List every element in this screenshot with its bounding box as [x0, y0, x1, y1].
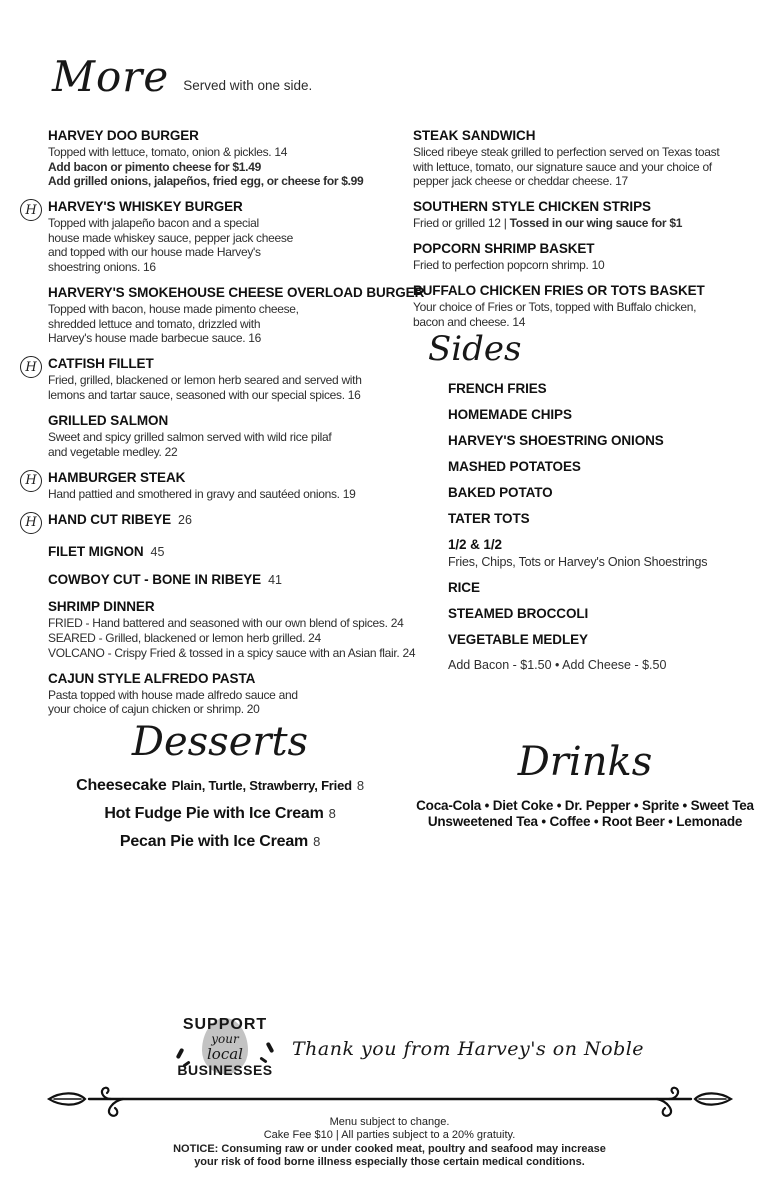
item-description	[48, 145, 413, 160]
item-description	[413, 258, 765, 273]
item-title	[48, 413, 413, 429]
item-title-text: HAND CUT RIBEYE	[48, 511, 172, 527]
item-description	[48, 702, 413, 717]
item-content	[48, 199, 413, 274]
item-description	[48, 245, 413, 260]
side-name: 1/2 & 1/2	[448, 537, 502, 553]
item-title-text: CATFISH FILLET	[48, 356, 154, 372]
item-description	[413, 174, 765, 189]
side-item	[448, 632, 768, 647]
item-title-text: BUFFALO CHICKEN FRIES OR TOTS BASKET	[413, 283, 705, 299]
dessert-name: Pecan Pie with Ice Cream	[119, 833, 309, 850]
item-description	[413, 300, 765, 315]
desc-segment: Your choice of Fries or Tots, topped with Buffalo chicken,	[413, 300, 697, 315]
item-description	[413, 315, 765, 330]
dessert-item	[55, 804, 385, 824]
sides-list	[448, 381, 768, 647]
item-content	[48, 285, 424, 346]
item-content	[48, 572, 413, 589]
item-content	[413, 283, 765, 329]
item-content	[48, 544, 413, 561]
item-title	[48, 128, 413, 144]
fine-print-notice: your risk of food borne illness especially those certain medical conditions.	[194, 1156, 585, 1169]
fine-print-line: Cake Fee $10 | All parties subject to a 20% gratuity.	[263, 1129, 516, 1142]
harvey-badge-icon	[20, 199, 48, 274]
dessert-price: 8	[356, 778, 364, 793]
desc-segment: FRIED - Hand battered and seasoned with our own blend of spices. 24	[48, 616, 404, 631]
item-description	[48, 174, 413, 189]
item-title	[48, 671, 413, 687]
badge-spacer	[20, 671, 48, 717]
desc-segment: pepper jack cheese or cheddar cheese. 17	[413, 174, 628, 189]
item-description	[413, 145, 765, 160]
menu-item	[413, 283, 765, 329]
item-description	[48, 646, 415, 661]
side-name: TATER TOTS	[448, 511, 530, 527]
item-title-text: HAMBURGER STEAK	[48, 469, 186, 485]
logo-word-businesses: BUSINESSES	[177, 1062, 273, 1078]
drinks-line: Unsweetened Tea • Coffee • Root Beer • Lemonade	[427, 813, 743, 829]
item-title	[48, 470, 413, 486]
menu-item	[20, 199, 413, 274]
menu-item	[20, 128, 413, 189]
item-title-text: GRILLED SALMON	[48, 413, 169, 429]
desc-segment: with lettuce, tomato, our signature sauce and your choice of	[413, 159, 712, 174]
item-title-text: CAJUN STYLE ALFREDO PASTA	[48, 670, 256, 686]
desc-segment: Add bacon or pimento cheese for $1.49	[48, 159, 261, 174]
item-price: 41	[268, 572, 282, 587]
item-title-text: STEAK SANDWICH	[413, 128, 536, 143]
menu-item	[20, 356, 413, 402]
h-monogram-icon: H	[20, 512, 42, 534]
item-description	[48, 160, 413, 175]
dessert-price: 8	[313, 834, 321, 849]
item-content	[413, 128, 765, 189]
item-description	[48, 430, 413, 445]
side-item	[448, 511, 768, 526]
item-title-text: HARVEY DOO BURGER	[48, 128, 199, 143]
item-content	[48, 512, 413, 534]
desc-segment: SEARED - Grilled, blackened or lemon herb grilled. 24	[48, 631, 321, 645]
item-title	[48, 512, 413, 528]
desc-segment: VOLCANO - Crispy Fried & tossed in a spicy sauce with an Asian flair. 24	[48, 645, 416, 660]
menu-item	[20, 413, 413, 459]
logo-word-local: local	[207, 1045, 243, 1063]
menu-item	[413, 128, 765, 189]
item-description	[48, 388, 413, 403]
dessert-detail: Plain, Turtle, Strawberry, Fried	[171, 778, 352, 793]
desserts-title: Desserts	[131, 719, 309, 765]
desc-segment: Fried, grilled, blackened or lemon herb seared and served with	[48, 373, 362, 388]
logo-text	[176, 1012, 274, 1078]
desc-segment: Topped with jalapeño bacon and a special	[48, 216, 259, 231]
item-content	[48, 671, 413, 717]
desc-segment: bacon and cheese. 14	[413, 315, 526, 330]
desc-segment: Harvey's house made barbecue sauce. 16	[48, 331, 262, 346]
item-content	[48, 128, 413, 189]
menu-right-column	[413, 128, 765, 340]
logo-word-your: your	[211, 1032, 239, 1046]
item-content	[48, 470, 413, 502]
desc-segment: and topped with our house made Harvey's	[48, 245, 261, 260]
side-item	[448, 485, 768, 500]
item-title	[48, 285, 424, 301]
desc-segment: Sweet and spicy grilled salmon served with wild rice pilaf	[48, 430, 332, 445]
desc-segment: and vegetable medley. 22	[48, 444, 178, 459]
item-content	[48, 413, 413, 459]
item-title	[413, 128, 765, 144]
side-detail: Fries, Chips, Tots or Harvey's Onion Shoestrings	[448, 555, 708, 570]
badge-spacer	[20, 544, 48, 561]
side-name: HARVEY'S SHOESTRING ONIONS	[448, 433, 664, 449]
side-item	[448, 459, 768, 474]
desc-segment: lemons and tartar sauce, seasoned with our special spices. 16	[48, 388, 361, 403]
side-item	[448, 433, 768, 448]
menu-left-column	[20, 128, 425, 727]
item-description	[48, 302, 424, 317]
dessert-item	[55, 832, 385, 852]
item-description	[48, 616, 415, 631]
drinks-title: Drinks	[517, 739, 653, 785]
item-title	[413, 199, 765, 215]
fine-print-notice: NOTICE: Consuming raw or under cooked meat, poultry and seafood may increase	[173, 1142, 606, 1155]
harvey-badge-icon	[20, 356, 48, 402]
sides-title: Sides	[428, 329, 522, 369]
desc-segment: Hand pattied and smothered in gravy and sautéed onions. 19	[48, 486, 356, 501]
item-price: 45	[150, 545, 165, 560]
desc-segment: Tossed in our wing sauce for $1	[509, 216, 683, 231]
dessert-price: 8	[328, 806, 336, 821]
menu-item	[413, 199, 765, 231]
item-title	[48, 199, 413, 215]
fine-print	[0, 1116, 779, 1170]
item-title	[413, 241, 765, 257]
desc-segment: your choice of cajun chicken or shrimp. 20	[48, 702, 260, 717]
menu-item	[20, 599, 416, 660]
item-description	[48, 373, 413, 388]
side-name: RICE	[448, 580, 480, 596]
badge-spacer	[20, 413, 48, 459]
drinks-section	[405, 739, 765, 829]
sides-section	[428, 330, 768, 672]
item-description	[48, 487, 413, 502]
menu-item	[20, 285, 425, 346]
desserts-section	[55, 719, 385, 860]
item-description	[48, 631, 415, 646]
item-title-text: HARVEY'S WHISKEY BURGER	[48, 199, 243, 215]
side-item	[448, 537, 768, 569]
item-title	[48, 599, 415, 615]
badge-spacer	[20, 128, 48, 189]
menu-item	[20, 572, 413, 589]
item-description	[48, 445, 413, 460]
menu-item	[20, 671, 413, 717]
h-monogram-icon: H	[20, 199, 42, 221]
dessert-name: Cheesecake	[76, 777, 167, 794]
thank-you-message: Thank you from Harvey's on Noble	[292, 1038, 645, 1060]
ornament-divider	[45, 1086, 735, 1118]
desc-segment: Fried to perfection popcorn shrimp. 10	[413, 258, 605, 273]
item-content	[48, 599, 415, 660]
more-tagline: Served with one side.	[183, 78, 313, 93]
drinks-line: Coca-Cola • Diet Coke • Dr. Pepper • Sprite • Sweet Tea	[416, 798, 754, 813]
item-title	[413, 283, 765, 299]
item-description	[413, 216, 765, 231]
item-price: 26	[178, 512, 192, 527]
side-name: HOMEMADE CHIPS	[448, 407, 572, 423]
item-title-text: FILET MIGNON	[48, 544, 144, 560]
desc-segment: Add grilled onions, jalapeños, fried egg, or cheese for $.99	[48, 174, 364, 189]
item-description	[48, 331, 424, 346]
desc-segment: Pasta topped with house made alfredo sauce and	[48, 687, 298, 702]
support-local-businesses-logo	[176, 1012, 274, 1096]
badge-spacer	[20, 599, 48, 660]
item-title	[48, 356, 413, 372]
menu-item	[20, 512, 413, 534]
side-item	[448, 381, 768, 396]
side-name: FRENCH FRIES	[448, 381, 547, 397]
item-title	[48, 572, 413, 588]
desc-segment: Topped with lettuce, tomato, onion & pickles. 14	[48, 145, 288, 159]
desc-segment: shoestring onions. 16	[48, 260, 156, 275]
desc-segment: Topped with bacon, house made pimento cheese,	[48, 302, 299, 317]
badge-spacer	[20, 285, 48, 346]
item-description	[413, 160, 765, 175]
item-description	[48, 317, 424, 332]
dessert-item	[55, 776, 385, 796]
item-description	[48, 688, 413, 703]
badge-spacer	[20, 572, 48, 589]
side-name: VEGETABLE MEDLEY	[448, 632, 588, 648]
item-title	[48, 544, 413, 560]
h-monogram-icon: H	[20, 356, 42, 378]
fine-print-line: Menu subject to change.	[329, 1116, 450, 1128]
dessert-name: Hot Fudge Pie with Ice Cream	[104, 805, 324, 822]
item-title-text: COWBOY CUT - BONE IN RIBEYE	[48, 571, 262, 587]
desc-segment: house made whiskey sauce, pepper jack cheese	[48, 230, 293, 245]
h-monogram-icon: H	[20, 470, 42, 492]
item-description	[48, 231, 413, 246]
item-title-text: SOUTHERN STYLE CHICKEN STRIPS	[413, 199, 651, 215]
more-section-header	[52, 52, 313, 101]
item-content	[413, 199, 765, 231]
logo-word-support: SUPPORT	[182, 1016, 268, 1033]
desc-segment: Sliced ribeye steak grilled to perfection served on Texas toast	[413, 145, 720, 159]
side-name: STEAMED BROCCOLI	[448, 606, 589, 622]
harvey-badge-icon	[20, 470, 48, 502]
desserts-list	[55, 776, 385, 852]
item-title-text: HARVERY'S SMOKEHOUSE CHEESE OVERLOAD BURGER	[48, 285, 425, 301]
item-content	[48, 356, 413, 402]
item-title-text: POPCORN SHRIMP BASKET	[413, 241, 595, 257]
drinks-list	[405, 798, 765, 829]
side-item	[448, 407, 768, 422]
side-name: MASHED POTATOES	[448, 459, 581, 475]
menu-item	[20, 470, 413, 502]
side-name: BAKED POTATO	[448, 485, 553, 501]
sides-addons: Add Bacon - $1.50 • Add Cheese - $.50	[448, 658, 667, 673]
side-item	[448, 580, 768, 595]
item-description	[48, 216, 413, 231]
item-description	[48, 260, 413, 275]
menu-item	[20, 544, 413, 561]
more-title: More	[52, 52, 170, 101]
side-item	[448, 606, 768, 621]
harvey-badge-icon	[20, 512, 48, 534]
desc-segment: shredded lettuce and tomato, drizzled with	[48, 316, 261, 331]
menu-item	[413, 241, 765, 273]
item-title-text: SHRIMP DINNER	[48, 599, 155, 615]
item-content	[413, 241, 765, 273]
desc-segment: Fried or grilled 12 |	[413, 216, 510, 231]
